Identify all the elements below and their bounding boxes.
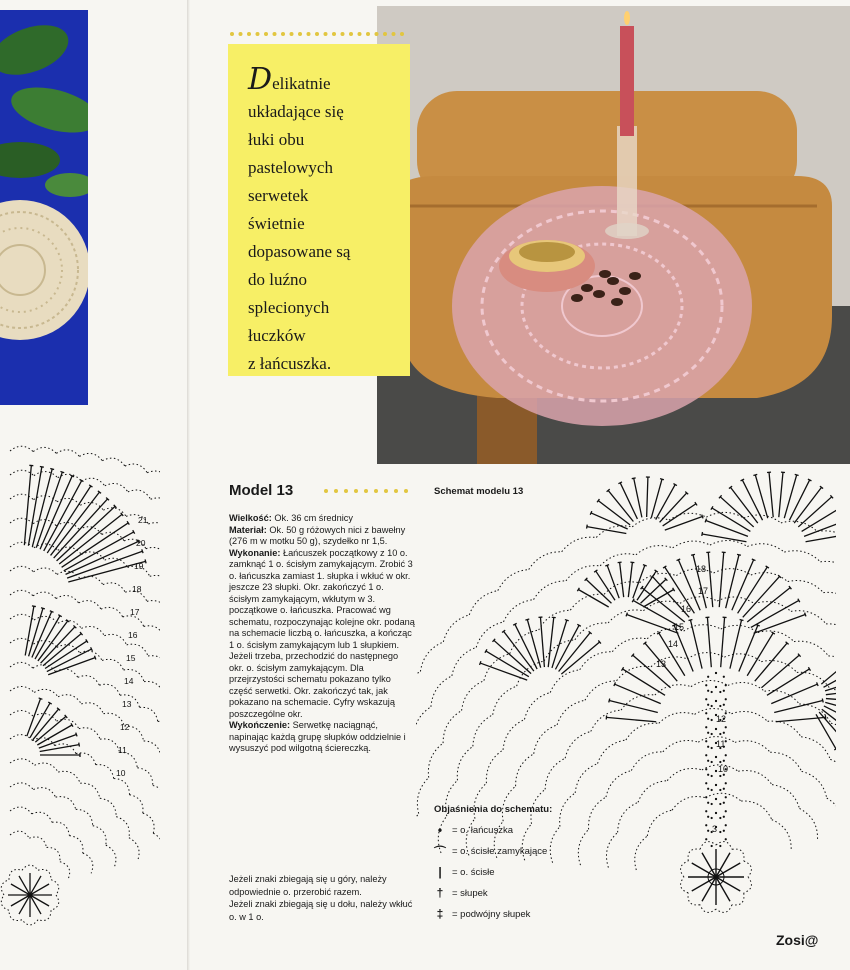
chart-caption: Schemat modelu 13 [434, 486, 524, 497]
chain-dot [719, 817, 721, 819]
stitch-mark [41, 608, 45, 609]
stitch-mark [819, 712, 836, 742]
chain-dot [707, 746, 709, 748]
stitch-mark [58, 615, 61, 617]
chain-loop [10, 807, 93, 873]
stitch-mark [641, 579, 666, 603]
chain-dot [711, 803, 713, 805]
left-chart-drawing [0, 415, 160, 960]
chain-dot [719, 775, 721, 777]
stitch-mark [608, 490, 633, 521]
chain-dot [715, 770, 717, 772]
legend-label: = podwójny słupek [452, 908, 531, 920]
chain-loop [550, 709, 836, 863]
note-line-top: Jeżeli znaki zbiegają się u góry, należy odpowiednie o. przerobić razem. [229, 874, 387, 897]
row-number: 10 [116, 768, 126, 778]
chain-loop [522, 681, 836, 861]
legend-symbol: | [438, 865, 442, 879]
stitch-mark [817, 682, 819, 686]
quote-line-first: Delikatnie [248, 62, 331, 97]
stitch-mark [618, 482, 622, 484]
stitch-mark [754, 615, 806, 634]
stitch-mark [753, 474, 757, 475]
chain-dot [719, 831, 721, 833]
chain-dot [725, 782, 727, 784]
chain-dot [707, 816, 709, 818]
stitch-mark [637, 571, 656, 600]
stitch-mark [706, 521, 748, 537]
chain-dot [705, 740, 707, 742]
stitch-mark [620, 483, 637, 519]
legend-label: = o. ścisłe zamykające [452, 845, 548, 857]
chain-dot [723, 704, 725, 706]
stitch-mark [627, 615, 679, 634]
stitch-mark [632, 478, 636, 479]
stitch-mark [32, 606, 36, 607]
stitch-mark [25, 606, 34, 655]
instructions-text [229, 513, 415, 755]
finishing-paragraph: Wykończenie: Serwetkę naciągnąć, napinając każdą grupę słupków oddzielnie i wysuszyć pod wilgotną ściereczką. [229, 720, 406, 753]
chain-dot [707, 788, 709, 790]
stitch-mark [804, 521, 836, 537]
stitch-mark [665, 516, 703, 530]
stitch-mark [730, 620, 742, 669]
chain-dot [719, 733, 721, 735]
row-number: 11 [716, 739, 726, 749]
chain-dot [707, 732, 709, 734]
chain-dot [725, 810, 727, 812]
stitch-mark [689, 620, 693, 621]
chain-dot [723, 788, 725, 790]
chain-dot [711, 817, 713, 819]
row-number: 12 [716, 714, 727, 724]
quote-line: serwetek [248, 186, 309, 205]
chain-dot [705, 754, 707, 756]
stitch-mark [54, 499, 108, 558]
chain-dot [707, 830, 709, 832]
stitch-mark [609, 700, 658, 712]
chain-dot [705, 698, 707, 700]
leaves-doily-image [0, 10, 88, 405]
stitch-mark [663, 504, 696, 526]
stitch-mark [822, 709, 836, 734]
stitch-mark [755, 475, 767, 518]
chain-loop [416, 540, 836, 848]
chain-dot [723, 676, 725, 678]
quote-line: świetnie [248, 214, 305, 233]
row-number: 16 [128, 630, 138, 640]
stitch-mark [79, 743, 80, 747]
left-page-photo [0, 10, 88, 405]
stitch-mark [805, 613, 806, 617]
note-line-bottom: Jeżeli znaki zbiegają się u dołu, należy wkłuć o. w 1 o. [229, 899, 413, 922]
stitch-mark [677, 559, 681, 561]
stitch-mark [591, 513, 628, 529]
signature: Zosi@ [776, 932, 819, 948]
row-number: 13 [656, 659, 667, 669]
chain-loop [10, 687, 160, 843]
chain-dot [723, 732, 725, 734]
chain-loop [10, 735, 160, 855]
legend-label: = o. łańcuszka [452, 824, 513, 836]
stitch-mark [771, 684, 817, 703]
chain-dot [707, 774, 709, 776]
material-paragraph: Materiał: Ok. 50 g różowych nici z bawełny (276 m w motku 50 g), szydełko nr 1,5. [229, 524, 406, 546]
chain-loop [466, 625, 836, 856]
stitch-mark [609, 699, 610, 703]
stitch-mark [647, 477, 648, 517]
row-number: 21 [138, 515, 148, 525]
chain-dot [705, 768, 707, 770]
chain-dot [719, 789, 721, 791]
stitch-mark [48, 702, 51, 704]
stitch-mark [821, 658, 836, 684]
chain-dot [711, 733, 713, 735]
main-photo [377, 6, 850, 464]
quote-dotted-rule [228, 28, 410, 40]
chain-dot [719, 705, 721, 707]
row-number: 14 [668, 639, 679, 649]
stitch-mark [747, 633, 773, 676]
stitch-mark [598, 501, 630, 525]
quote-line: układające się [248, 102, 344, 121]
stitch-mark [798, 599, 800, 602]
stitch-mark [633, 565, 645, 598]
stitch-mark [628, 562, 632, 597]
quote-line: pastelowych [248, 158, 333, 177]
chain-dot [707, 802, 709, 804]
stitch-mark [779, 472, 783, 517]
legend-symbol: • [437, 823, 443, 837]
stitch-mark [752, 559, 756, 561]
quote-line: łuki obu [248, 130, 305, 149]
chain-dot [715, 784, 717, 786]
row-number: 19 [134, 561, 144, 571]
chain-dot [725, 838, 727, 840]
page-gutter [187, 0, 190, 970]
chain-dot [705, 810, 707, 812]
chain-dot [715, 728, 717, 730]
chain-dot [725, 754, 727, 756]
legend-item [430, 822, 513, 838]
chain-dot [719, 691, 721, 693]
legend-title: Objaśnienia do schematu: [434, 804, 553, 815]
stitch-mark [632, 599, 634, 602]
stitch-mark [76, 733, 77, 737]
chain-loop [10, 831, 70, 879]
chain-dot [705, 824, 707, 826]
stitch-mark [40, 467, 44, 468]
row-number: 12 [120, 722, 130, 732]
chain-dot [725, 796, 727, 798]
stitch-mark [702, 515, 703, 519]
stitch-mark [705, 519, 706, 523]
stitch-mark [605, 565, 609, 566]
stitch-mark [761, 655, 799, 688]
legend-item [430, 906, 530, 922]
model-title: Model 13 [229, 482, 294, 499]
chain-dot [715, 812, 717, 814]
size-paragraph: Wielkość: Ok. 36 cm średnicy [229, 513, 353, 523]
stitch-mark [712, 508, 750, 531]
stitch-mark [485, 649, 487, 652]
row-number: 17 [130, 607, 140, 617]
row-number: 15 [126, 653, 136, 663]
chain-dot [707, 676, 709, 678]
stitch-mark [590, 511, 592, 515]
chain-dot [723, 816, 725, 818]
chain-dot [711, 691, 713, 693]
chain-dot [711, 719, 713, 721]
stitch-mark [71, 723, 73, 726]
stitch-mark [742, 480, 762, 520]
chain-loop [10, 542, 160, 805]
table-doily-image [377, 6, 850, 464]
stitch-mark [607, 565, 619, 598]
stitch-mark [587, 525, 588, 529]
stitch-mark [527, 620, 540, 668]
stitch-mark [480, 661, 481, 665]
stitch-mark [145, 559, 146, 563]
stitch-mark [789, 480, 809, 520]
legend-symbol: ⌒ [433, 844, 446, 859]
stitch-mark [660, 479, 664, 480]
stitch-mark [826, 699, 836, 702]
row-number: 18 [132, 584, 142, 594]
chain-loop [10, 711, 160, 849]
row-number: 3 [712, 824, 718, 834]
chain-dot [719, 845, 721, 847]
chain-loop [10, 566, 160, 811]
row-number: 20 [136, 538, 146, 548]
stitch-mark [525, 619, 529, 620]
row-number: 14 [124, 676, 134, 686]
stitch-mark [693, 555, 709, 608]
chain-loop [10, 783, 116, 867]
chain-dot [705, 684, 707, 686]
quote-line: splecionych [248, 298, 330, 317]
legend-symbol: † [436, 886, 444, 900]
chain-loop [10, 662, 160, 836]
chain-loop [416, 512, 836, 845]
chain-dot [707, 690, 709, 692]
chain-dot [705, 712, 707, 714]
stitch-mark [60, 471, 64, 472]
chain-dot [711, 775, 713, 777]
stitch-mark [133, 530, 135, 533]
stitch-mark [614, 682, 616, 686]
legend-label: = o. ścisłe [452, 866, 495, 878]
symbols-note [229, 873, 415, 923]
quote-line: do luźno [248, 270, 308, 289]
chain-dot [725, 726, 727, 728]
stitch-mark [707, 617, 711, 667]
chain-dot [715, 686, 717, 688]
stitch-mark [513, 623, 517, 625]
legend-item [430, 864, 495, 880]
chain-dot [725, 824, 727, 826]
chain-dot [723, 830, 725, 832]
legend-label: = słupek [452, 887, 488, 899]
row-number: 15 [674, 622, 685, 632]
stitch-mark [50, 469, 54, 470]
stitch-mark [702, 534, 746, 542]
quote-text [248, 62, 398, 378]
drop-cap: D [248, 62, 273, 97]
stitch-mark [577, 588, 579, 591]
stitch-mark [596, 571, 615, 600]
stitch-mark [634, 478, 642, 517]
chain-dot [715, 672, 717, 674]
chain-dot [711, 761, 713, 763]
chain-loop [606, 765, 817, 868]
chain-dot [725, 698, 727, 700]
row-number: 18 [696, 564, 707, 574]
stitch-mark [643, 565, 647, 566]
chain-dot [723, 690, 725, 692]
left-crochet-chart [0, 415, 160, 960]
stitch-mark [806, 534, 836, 542]
quote-line: dopasowane są [248, 242, 351, 261]
stitch-mark [39, 698, 43, 699]
chain-dot [711, 845, 713, 847]
stitch-mark [795, 474, 799, 475]
chain-dot [707, 718, 709, 720]
stitch-mark [606, 717, 656, 721]
stitch-mark [615, 684, 661, 703]
chain-dot [715, 700, 717, 702]
stitch-mark [548, 617, 554, 667]
stitch-mark [702, 532, 703, 536]
stitch-mark [708, 552, 712, 607]
row-number: 17 [698, 586, 709, 596]
execution-paragraph: Wykonanie: Łańcuszek początkowy z 10 o. zamknąć 1 o. ścisłym zamykającym. Zrobić 3 o. łańcuszka zamiast 1. słupka i wkłuć w okr. jeszcze 23 słupki. Okr. zakończyć 1 o. ścisłym zamykającym, wkłutym w 3. początkowe o. łańcuszka. Pracować wg schematu, rozpoczynając kolejne okr. podaną na schemacie liczbą o. łańcuszka, a kończąc 1 o. ścisłym zamykającym lub 1 słupkiem. Jeżeli trzeba, przechodzić do następnego okr. o. ścisłym zamykającym. Dla przejrzystości schematu pokazano tylko część serwetki. Okr. zakończyć tak, jak pokazano na schemacie. Cyfry wskazują poszczególne okr. [229, 547, 415, 719]
chain-dot [719, 761, 721, 763]
row-number: 11 [118, 745, 127, 755]
chain-dot [723, 802, 725, 804]
stitch-mark [822, 699, 823, 703]
stitch-mark [784, 475, 796, 518]
chain-dot [711, 789, 713, 791]
stitch-mark [721, 617, 725, 667]
chain-dot [711, 705, 713, 707]
row-number: 13 [122, 699, 132, 709]
stitch-mark [691, 554, 695, 555]
stitch-mark [577, 624, 581, 626]
stitch-mark [559, 633, 591, 672]
legend-symbol: ‡ [436, 907, 444, 921]
chain-dot [723, 760, 725, 762]
legend-item [430, 843, 547, 859]
stitch-mark [43, 634, 81, 666]
stitch-mark [737, 554, 741, 555]
stitch-mark [741, 479, 745, 481]
stitch-mark [626, 613, 627, 617]
stitch-mark [673, 484, 676, 486]
title-dotted-rule [322, 486, 412, 496]
stitch-mark [620, 562, 624, 597]
stitch-mark [808, 479, 812, 481]
chain-dot [715, 798, 717, 800]
chain-dot [711, 747, 713, 749]
chain-loop [578, 737, 836, 866]
stitch-mark [565, 620, 569, 621]
chain-dot [715, 756, 717, 758]
stitch-mark [740, 620, 744, 621]
stitch-mark [91, 647, 93, 651]
chain-dot [705, 838, 707, 840]
chain-dot [705, 726, 707, 728]
stitch-mark [726, 555, 739, 608]
chain-dot [705, 782, 707, 784]
legend-item [430, 885, 488, 901]
stitch-mark [769, 472, 773, 517]
stitch-mark [142, 549, 143, 553]
stitch-mark [673, 588, 675, 591]
stitch-mark [540, 617, 544, 667]
stitch-mark [732, 560, 754, 611]
chain-dot [707, 760, 709, 762]
quote-line: z łańcuszka. [248, 354, 332, 373]
row-number: 16 [681, 604, 692, 614]
stitch-mark [94, 656, 95, 660]
stitch-mark [48, 658, 95, 675]
chain-dot [707, 704, 709, 706]
stitch-mark [767, 669, 809, 695]
stitch-mark [504, 631, 534, 671]
row-number: 10 [718, 764, 729, 774]
quote-line: łuczków [248, 326, 306, 345]
stitch-mark [80, 480, 84, 482]
chain-dot [719, 803, 721, 805]
stitch-mark [50, 611, 54, 613]
